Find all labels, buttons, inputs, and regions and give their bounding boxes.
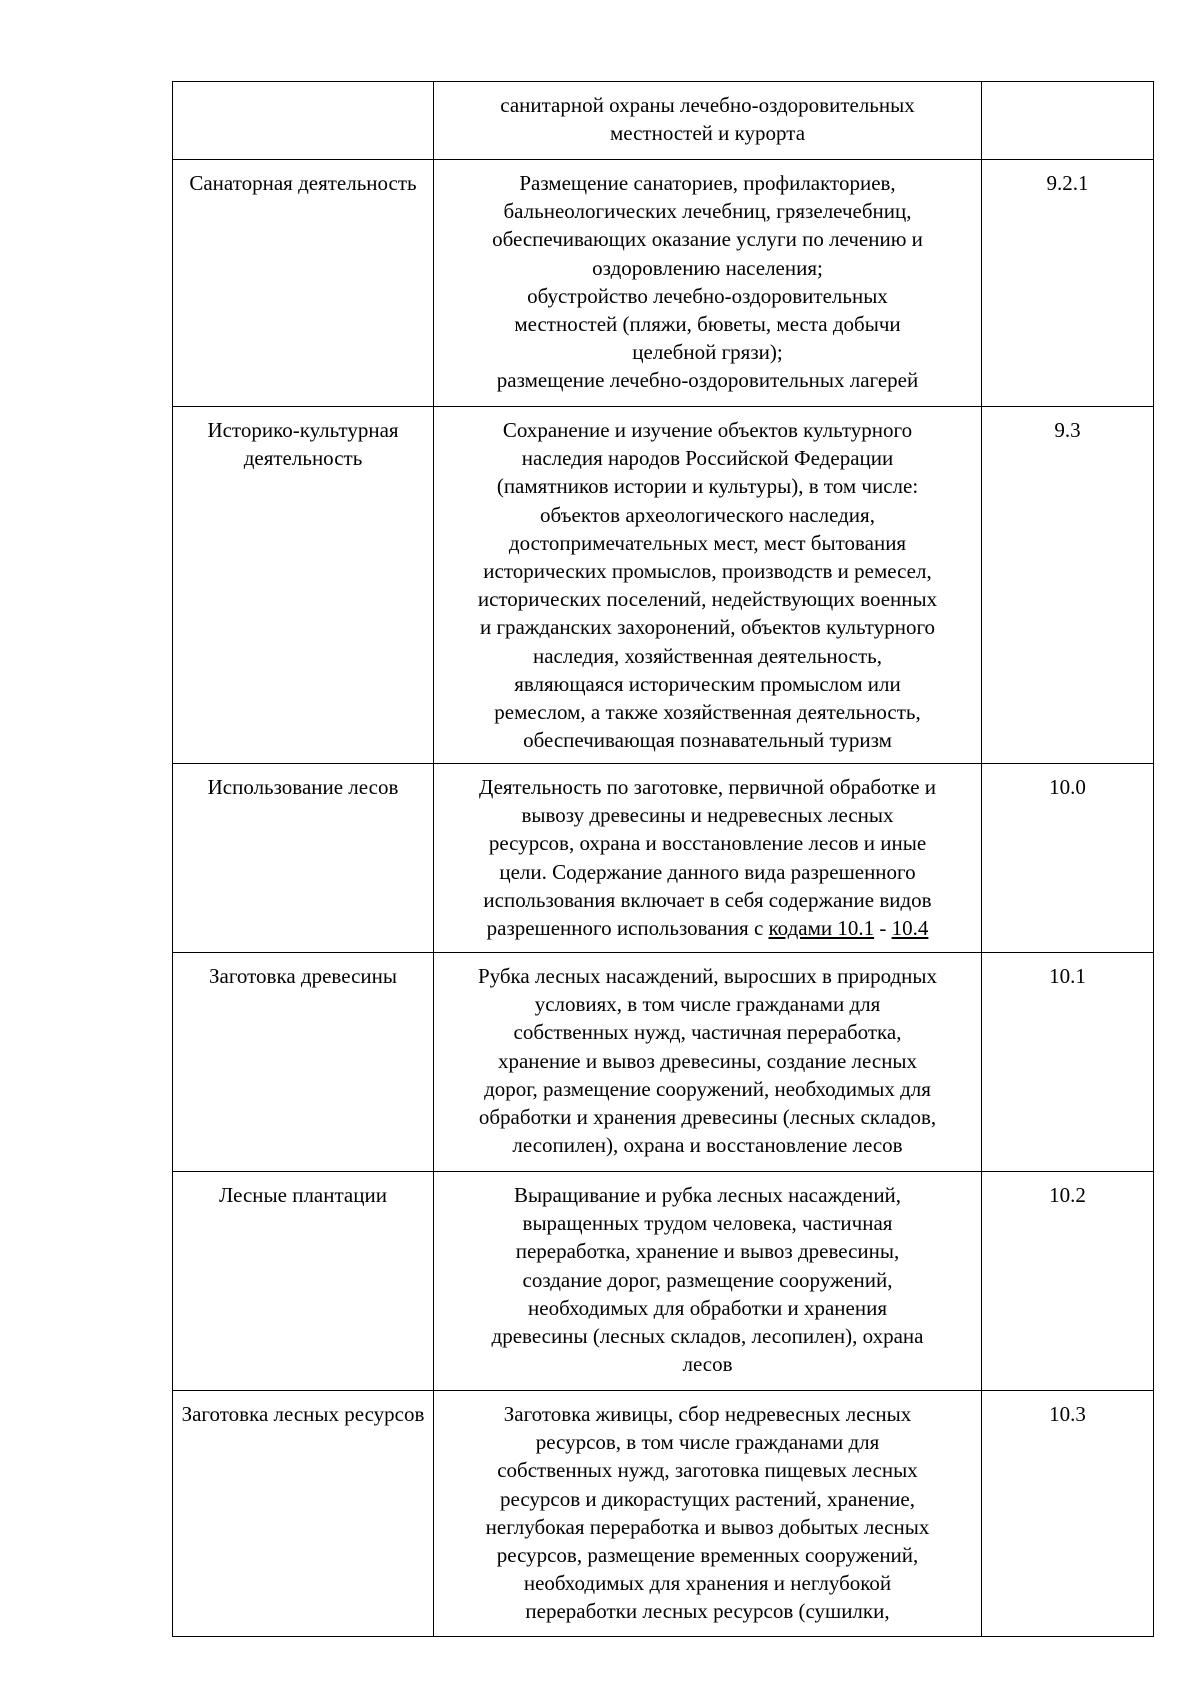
description-line: переработки лесных ресурсов (сушилки,	[525, 1599, 890, 1624]
table-row	[173, 1391, 1154, 1637]
description-line: наследия народов Российской Федерации	[521, 446, 894, 471]
use-name-cell: Историко-культурная деятельность	[173, 407, 434, 764]
use-code-cell	[982, 82, 1154, 160]
use-code-cell: 9.2.1	[982, 160, 1154, 407]
use-description-cell	[434, 764, 982, 953]
use-name-cell: Заготовка древесины	[173, 953, 434, 1172]
description-line: лесопилен), охрана и восстановление лесов	[512, 1133, 903, 1158]
description-line: разрешенного использования с кодами 10.1 - 10.4	[486, 916, 929, 941]
use-code-cell: 10.1	[982, 953, 1154, 1172]
description-line: бальнеологических лечебниц, грязелечебниц,	[503, 199, 912, 224]
description-line: обеспечивающая познавательный туризм	[523, 728, 892, 753]
use-description-cell	[434, 160, 982, 407]
description-line: целебной грязи);	[632, 340, 783, 365]
description-line: Размещение санаториев, профилакториев,	[519, 171, 896, 195]
use-code-cell: 10.2	[982, 1172, 1154, 1391]
description-line: являющаяся историческим промыслом или	[514, 671, 901, 696]
description-line: санитарной охраны лечебно-оздоровительных	[500, 93, 915, 117]
use-name-cell: Заготовка лесных ресурсов	[173, 1391, 434, 1637]
use-code-cell: 10.0	[982, 764, 1154, 953]
description-line: размещение лечебно-оздоровительных лагерей	[496, 368, 919, 393]
description-line: ресурсов, размещение временных сооружений,	[496, 1543, 919, 1568]
table-row	[173, 1172, 1154, 1391]
use-code-cell: 10.3	[982, 1391, 1154, 1637]
description-line: исторических промыслов, производств и ремесел,	[483, 559, 932, 584]
table-row	[173, 82, 1154, 160]
use-description-cell	[434, 953, 982, 1172]
table-row	[173, 160, 1154, 407]
use-code-cell: 9.3	[982, 407, 1154, 764]
description-line: ресурсов, охрана и восстановление лесов и иные	[488, 831, 927, 856]
description-line: ресурсов и дикорастущих растений, хранение,	[500, 1486, 915, 1511]
description-line: лесов	[682, 1352, 733, 1377]
description-line: обеспечивающих оказание услуги по лечению и	[492, 227, 923, 252]
description-line: оздоровлению населения;	[592, 255, 823, 280]
table-row	[173, 764, 1154, 953]
description-line: создание дорог, размещение сооружений,	[522, 1267, 893, 1292]
use-description-cell	[434, 1172, 982, 1391]
description-line: цели. Содержание данного вида разрешенного	[499, 859, 916, 884]
description-line: необходимых для хранения и неглубокой	[523, 1571, 892, 1596]
description-line: дорог, размещение сооружений, необходимых для	[484, 1076, 931, 1101]
use-name-cell: Использование лесов	[173, 764, 434, 953]
use-description-cell	[434, 407, 982, 764]
description-line: местностей (пляжи, бюветы, места добычи	[514, 312, 901, 337]
description-line: необходимых для обработки и хранения	[528, 1295, 887, 1320]
description-line: ресурсов, в том числе гражданами для	[535, 1430, 880, 1455]
description-line: древесины (лесных складов, лесопилен), охрана	[491, 1324, 924, 1349]
description-line: (памятников истории и культуры), в том числе:	[496, 474, 919, 499]
description-line: обработки и хранения древесины (лесных складов,	[478, 1105, 937, 1130]
description-line: Заготовка живицы, сбор недревесных лесных	[503, 1402, 912, 1426]
description-line: собственных нужд, частичная переработка,	[513, 1020, 902, 1045]
description-line: хранение и вывоз древесины, создание лесных	[497, 1048, 918, 1073]
description-line: собственных нужд, заготовка пищевых лесных	[497, 1458, 918, 1483]
description-line: Деятельность по заготовке, первичной обработке и	[478, 775, 937, 799]
description-line: Рубка лесных насаждений, выросших в природных	[477, 964, 938, 988]
table-row	[173, 407, 1154, 764]
description-line: выращенных трудом человека, частичная	[522, 1211, 893, 1236]
description-line: вывозу древесины и недревесных лесных	[521, 803, 894, 828]
use-name-cell	[173, 82, 434, 160]
description-line: переработка, хранение и вывоз древесины,	[515, 1239, 900, 1264]
description-line: обустройство лечебно-оздоровительных	[527, 283, 888, 308]
code-reference-link[interactable]: 10.4	[891, 916, 929, 941]
use-name-cell: Санаторная деятельность	[173, 160, 434, 407]
use-name-cell: Лесные плантации	[173, 1172, 434, 1391]
table-row	[173, 953, 1154, 1172]
use-description-cell	[434, 1391, 982, 1637]
description-line: местностей и курорта	[609, 121, 806, 146]
description-line: неглубокая переработка и вывоз добытых лесных	[485, 1514, 930, 1539]
description-line: и гражданских захоронений, объектов культурного	[479, 615, 936, 640]
use-description-cell	[434, 82, 982, 160]
land-use-table	[172, 81, 1154, 1637]
description-line: ремеслом, а также хозяйственная деятельность,	[494, 700, 921, 725]
description-line: Выращивание и рубка лесных насаждений,	[513, 1183, 902, 1207]
description-line: Сохранение и изучение объектов культурного	[502, 418, 913, 442]
description-line: наследия, хозяйственная деятельность,	[532, 643, 882, 668]
description-line: достопримечательных мест, мест бытования	[508, 530, 907, 555]
description-line: условиях, в том числе гражданами для	[534, 992, 881, 1017]
description-line: объектов археологического наследия,	[540, 502, 875, 527]
description-line: использования включает в себя содержание видов	[483, 887, 932, 912]
description-line: исторических поселений, недействующих военных	[477, 587, 938, 612]
code-reference-link[interactable]: кодами 10.1	[768, 916, 875, 941]
